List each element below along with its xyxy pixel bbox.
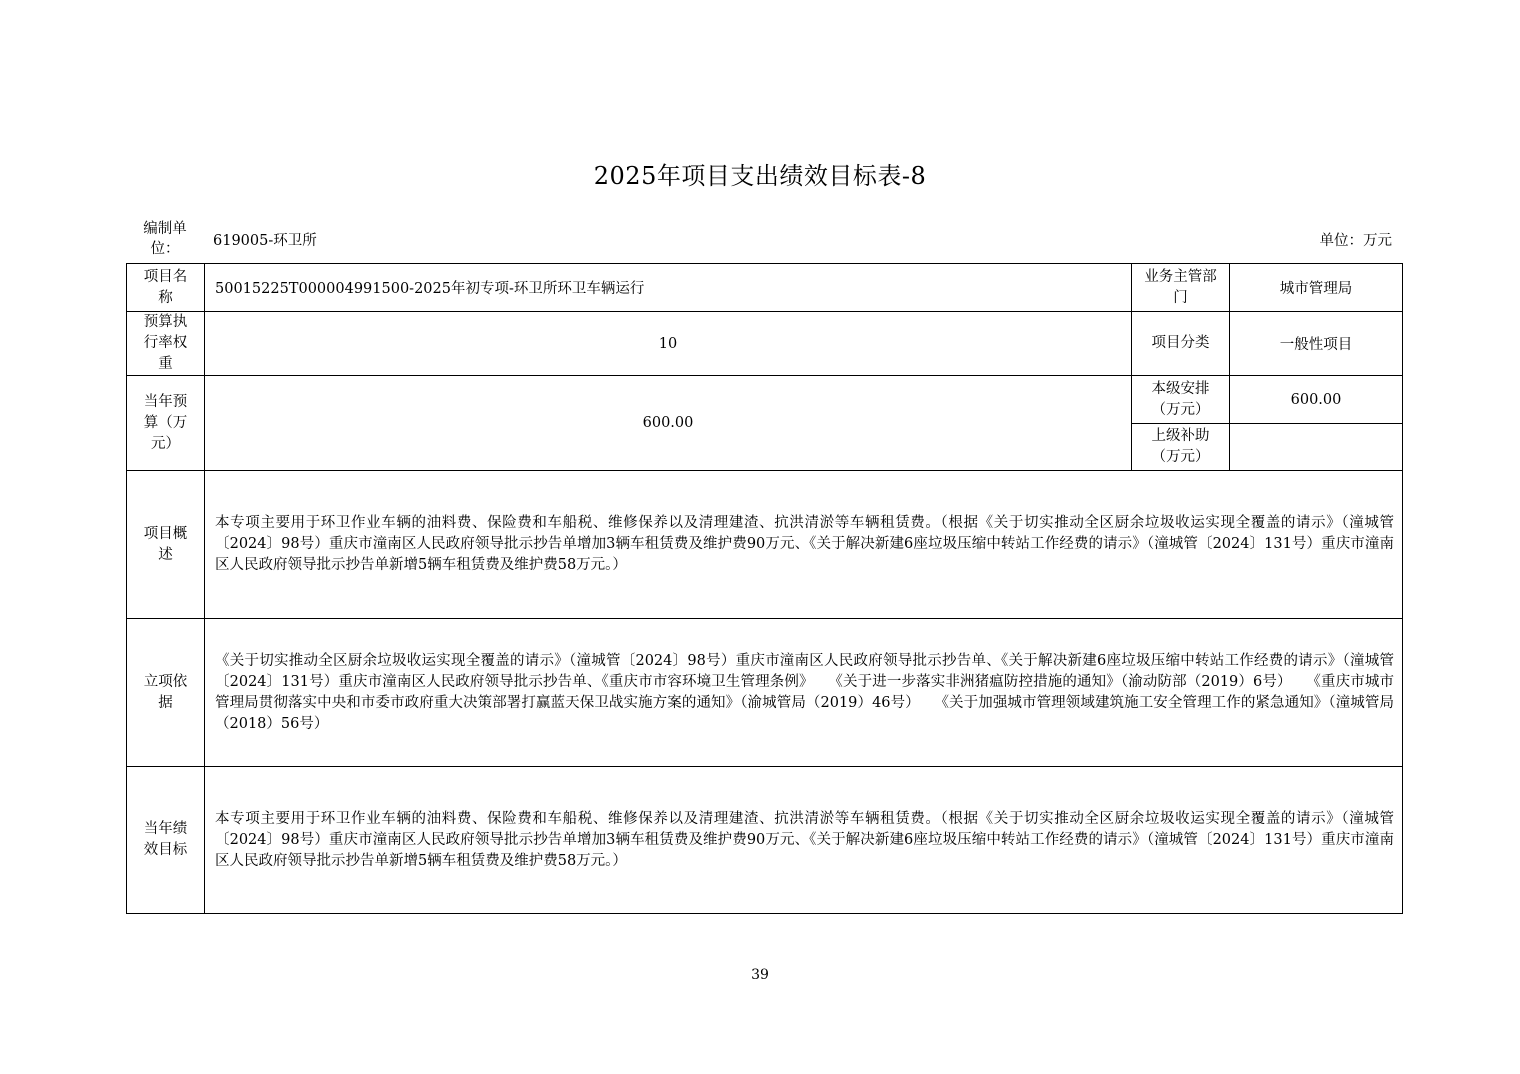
table-row <box>127 767 1403 914</box>
table-row <box>127 619 1403 767</box>
performance-target-table <box>126 263 1403 914</box>
basis-label: 立项依据 <box>127 619 205 767</box>
goal-label: 当年绩效目标 <box>127 767 205 914</box>
overview-text: 本专项主要用于环卫作业车辆的油料费、保险费和车船税、维修保养以及清理建渣、抗洪清淤等车辆租赁费。（根据《关于切实推动全区厨余垃圾收运实现全覆盖的请示》（潼城管〔2024〕98号）重庆市潼南区人民政府领导批示抄告单增加3辆车租赁费及维护费90万元、《关于解决新建6座垃圾压缩中转站工作经费的请示》（潼城管〔2024〕131号）重庆市潼南区人民政府领导批示抄告单新增5辆车租赁费及维护费58万元。） <box>205 471 1403 619</box>
goal-text: 本专项主要用于环卫作业车辆的油料费、保险费和车船税、维修保养以及清理建渣、抗洪清淤等车辆租赁费。（根据《关于切实推动全区厨余垃圾收运实现全覆盖的请示》（潼城管〔2024〕98号）重庆市潼南区人民政府领导批示抄告单增加3辆车租赁费及维护费90万元、《关于解决新建6座垃圾压缩中转站工作经费的请示》（潼城管〔2024〕131号）重庆市潼南区人民政府领导批示抄告单新增5辆车租赁费及维护费58万元。） <box>205 767 1403 914</box>
compiler-value: 619005-环卫所 <box>213 233 317 249</box>
weight-label: 预算执行率权重 <box>127 312 205 376</box>
category-value: 一般性项目 <box>1230 312 1403 376</box>
table-row <box>127 312 1403 376</box>
budget-label: 当年预算（万元） <box>127 376 205 471</box>
basis-text: 《关于切实推动全区厨余垃圾收运实现全覆盖的请示》（潼城管〔2024〕98号）重庆市潼南区人民政府领导批示抄告单、《关于解决新建6座垃圾压缩中转站工作经费的请示》（潼城管〔2024〕131号）重庆市潼南区人民政府领导批示抄告单、《重庆市市容环境卫生管理条例》 《关于进一步落实非洲猪瘟防控措施的通知》（渝动防部（2019）6号） 《重庆市城市管理局贯彻落实中央和市委市政府重大决策部署打赢蓝天保卫战实施方案的通知》（渝城管局（2019）46号） 《关于加强城市管理领域建筑施工安全管理工作的紧急通知》（潼城管局（2018）56号） <box>205 619 1403 767</box>
weight-value: 10 <box>205 312 1132 376</box>
category-label: 项目分类 <box>1132 312 1230 376</box>
local-value: 600.00 <box>1230 376 1403 424</box>
local-label: 本级安排（万元） <box>1132 376 1230 424</box>
table-row <box>127 376 1403 424</box>
project-name-value: 50015225T000004991500-2025年初专项-环卫所环卫车辆运行 <box>205 264 1132 312</box>
budget-value: 600.00 <box>205 376 1132 471</box>
compiler-label: 编制单位： <box>143 221 187 257</box>
subsidy-value <box>1230 424 1403 471</box>
page-number: 39 <box>751 967 769 983</box>
project-name-label: 项目名称 <box>127 264 205 312</box>
dept-label: 业务主管部门 <box>1132 264 1230 312</box>
overview-label: 项目概述 <box>127 471 205 619</box>
page-title: 2025年项目支出绩效目标表-8 <box>593 162 927 190</box>
table-row <box>127 471 1403 619</box>
unit-label: 单位：万元 <box>1319 233 1392 249</box>
table-row <box>127 264 1403 312</box>
dept-value: 城市管理局 <box>1230 264 1403 312</box>
subsidy-label: 上级补助（万元） <box>1132 424 1230 471</box>
